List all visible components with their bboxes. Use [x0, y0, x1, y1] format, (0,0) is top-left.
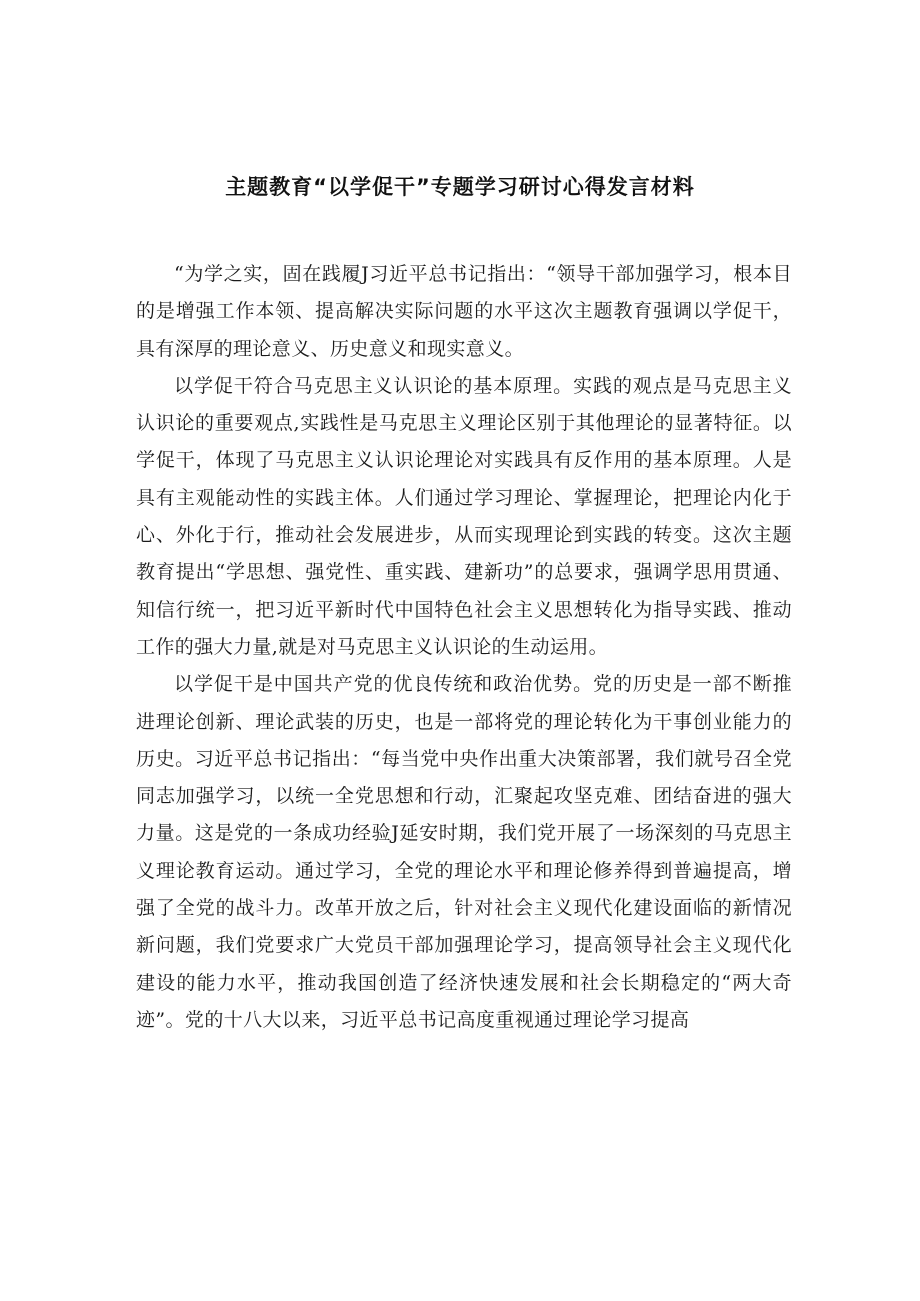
- paragraph-3: 以学促干是中国共产党的优良传统和政治优势。党的历史是一部不断推进理论创新、理论武装的历史，也是一部将党的理论转化为干事创业能力的历史。习近平总书记指出：“每当党中央作出重大决策部署，我们就号召全党同志加强学习，以统一全党思想和行动，汇聚起攻坚克难、团结奋进的强大力量。这是党的一条成功经验J延安时期，我们党开展了一场深刻的马克思主义理论教育运动。通过学习，全党的理论水平和理论修养得到普遍提高，增强了全党的战斗力。改革开放之后，针对社会主义现代化建设面临的新情况新问题，我们党要求广大党员干部加强理论学习，提高领导社会主义现代化建设的能力水平，推动我国创造了经济快速发展和社会长期稳定的“两大奇迹”。党的十八大以来，习近平总书记高度重视通过理论学习提高: [136, 673, 792, 1031]
- document-body: [136, 256, 792, 1039]
- paragraph-2: 以学促干符合马克思主义认识论的基本原理。实践的观点是马克思主义认识论的重要观点,实践性是马克思主义理论区别于其他理论的显著特征。以学促干，体现了马克思主义认识论理论对实践具有反作用的基本原理。人是具有主观能动性的实践主体。人们通过学习理论、掌握理论，把理论内化于心、外化于行，推动社会发展进步，从而实现理论到实践的转变。这次主题教育提出“学思想、强党性、重实践、建新功”的总要求，强调学思用贯通、知信行统一，把习近平新时代中国特色社会主义思想转化为指导实践、推动工作的强大力量,就是对马克思主义认识论的生动运用。: [136, 374, 792, 658]
- paragraph-1: “为学之实，固在践履J习近平总书记指出：“领导干部加强学习，根本目的是增强工作本领、提高解决实际问题的水平这次主题教育强调以学促干，具有深厚的理论意义、历史意义和现实意义。: [136, 263, 792, 360]
- document-title: 主题教育“以学促干”专题学习研讨心得发言材料: [225, 175, 695, 199]
